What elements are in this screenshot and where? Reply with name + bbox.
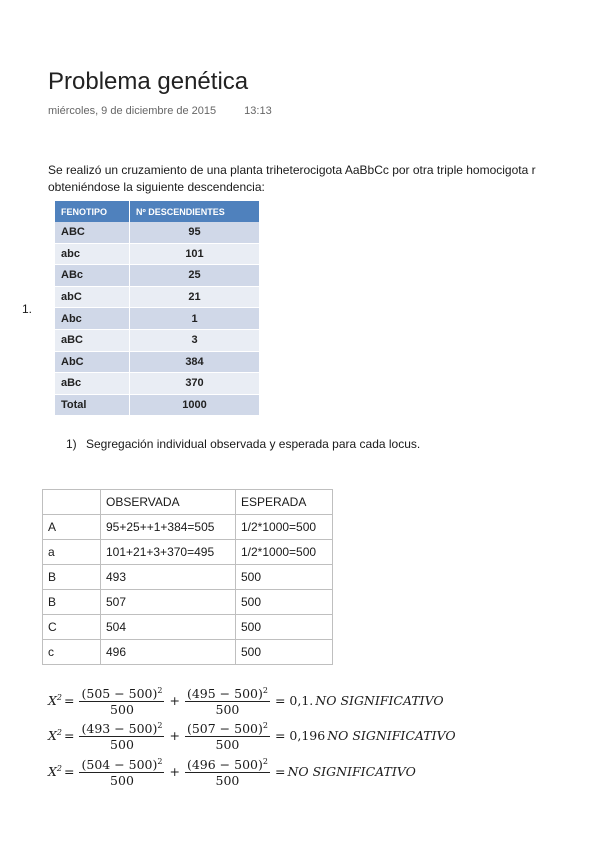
page-time: 13:13 <box>244 105 272 117</box>
eq-fraction: $\frac{(495 - 500)^2}{500}$ <box>185 683 270 717</box>
eq-fraction: $\frac{(505 - 500)^2}{500}$ <box>79 683 164 717</box>
table-row <box>43 615 333 640</box>
intro-paragraph <box>48 162 599 196</box>
header-observada: OBSERVADA <box>101 490 236 515</box>
table-row <box>43 640 333 665</box>
expected-cell: 1/2*1000=500 <box>236 515 333 540</box>
table-row <box>55 351 260 373</box>
table-row <box>55 265 260 287</box>
page-meta <box>48 105 272 117</box>
locus-cell: a <box>43 540 101 565</box>
observed-cell: 496 <box>101 640 236 665</box>
chi-square-equation-1: $X^2$ = $\frac{(505 - 500)^2}{500}$ + $\frac{(495 - 500)^2}{500}$ = 0,1. NO SIGNIFICATIVO <box>48 683 444 717</box>
eq-result: = 0,1. <box>274 692 314 708</box>
count-cell: 95 <box>130 222 260 243</box>
phenotype-cell: abc <box>55 243 130 265</box>
eq-verdict: NO SIGNIFICATIVO <box>327 727 456 743</box>
table-row <box>55 329 260 351</box>
eq-lhs: $X^2$ <box>48 727 62 743</box>
page-title: Problema genética <box>48 68 249 95</box>
table-row <box>55 373 260 395</box>
expected-cell: 500 <box>236 565 333 590</box>
expected-cell: 500 <box>236 590 333 615</box>
eq-result: = 0,196 <box>274 727 326 743</box>
count-cell: 25 <box>130 265 260 287</box>
page-date: miércoles, 9 de diciembre de 2015 <box>48 105 217 117</box>
sub-item-text: Segregación individual observada y esperada para cada locus. <box>86 437 421 451</box>
phenotype-cell: ABc <box>55 265 130 287</box>
locus-cell: B <box>43 565 101 590</box>
eq-fraction: $\frac{(504 - 500)^2}{500}$ <box>79 754 164 788</box>
observed-cell: 493 <box>101 565 236 590</box>
eq-verdict: NO SIGNIFICATIVO <box>287 763 416 779</box>
expected-cell: 1/2*1000=500 <box>236 540 333 565</box>
count-cell: 3 <box>130 329 260 351</box>
expected-cell: 500 <box>236 615 333 640</box>
phenotype-cell: AbC <box>55 351 130 373</box>
count-cell: 1000 <box>130 394 260 416</box>
locus-cell: A <box>43 515 101 540</box>
list-number: 1. <box>22 302 33 316</box>
table-row <box>43 590 333 615</box>
eq-verdict: NO SIGNIFICATIVO <box>315 692 444 708</box>
phenotype-cell: abC <box>55 286 130 308</box>
count-cell: 21 <box>130 286 260 308</box>
table-row-total <box>55 394 260 416</box>
count-cell: 370 <box>130 373 260 395</box>
eq-fraction: $\frac{(496 - 500)^2}{500}$ <box>185 754 270 788</box>
header-descendientes: Nº DESCENDIENTES <box>130 201 260 222</box>
header-fenotipo: FENOTIPO <box>55 201 130 222</box>
table-row <box>55 243 260 265</box>
phenotype-cell: aBC <box>55 329 130 351</box>
locus-cell: C <box>43 615 101 640</box>
segregation-table-header <box>43 490 333 515</box>
phenotype-cell: Abc <box>55 308 130 330</box>
count-cell: 384 <box>130 351 260 373</box>
chi-square-equation-3: $X^2$ = $\frac{(504 - 500)^2}{500}$ + $\frac{(496 - 500)^2}{500}$ = NO SIGNIFICATIVO <box>48 754 416 788</box>
table-row <box>55 286 260 308</box>
sub-item <box>66 437 420 451</box>
sub-item-number: 1) <box>66 437 77 451</box>
observed-cell: 504 <box>101 615 236 640</box>
eq-fraction: $\frac{(493 - 500)^2}{500}$ <box>79 718 164 752</box>
count-cell: 101 <box>130 243 260 265</box>
phenotype-cell: Total <box>55 394 130 416</box>
phenotype-table-header <box>55 201 260 222</box>
eq-lhs: $X^2$ <box>48 692 62 708</box>
intro-line-2: obteniéndose la siguiente descendencia: <box>48 180 265 194</box>
intro-line-1: Se realizó un cruzamiento de una planta triheterocigota AaBbCc por otra triple homocigota r <box>48 163 536 177</box>
table-row <box>43 565 333 590</box>
phenotype-cell: aBc <box>55 373 130 395</box>
locus-cell: B <box>43 590 101 615</box>
observed-cell: 95+25++1+384=505 <box>101 515 236 540</box>
eq-lhs: $X^2$ <box>48 763 62 779</box>
header-empty <box>43 490 101 515</box>
eq-fraction: $\frac{(507 - 500)^2}{500}$ <box>185 718 270 752</box>
expected-cell: 500 <box>236 640 333 665</box>
segregation-table <box>42 489 333 665</box>
count-cell: 1 <box>130 308 260 330</box>
eq-result: = <box>274 763 286 779</box>
table-row <box>55 308 260 330</box>
phenotype-table <box>55 201 260 416</box>
observed-cell: 507 <box>101 590 236 615</box>
locus-cell: c <box>43 640 101 665</box>
table-row <box>43 515 333 540</box>
table-row <box>55 222 260 243</box>
table-row <box>43 540 333 565</box>
chi-square-equation-2: $X^2$ = $\frac{(493 - 500)^2}{500}$ + $\frac{(507 - 500)^2}{500}$ = 0,196 NO SIGNIFICATIVO <box>48 718 456 752</box>
phenotype-cell: ABC <box>55 222 130 243</box>
header-esperada: ESPERADA <box>236 490 333 515</box>
observed-cell: 101+21+3+370=495 <box>101 540 236 565</box>
